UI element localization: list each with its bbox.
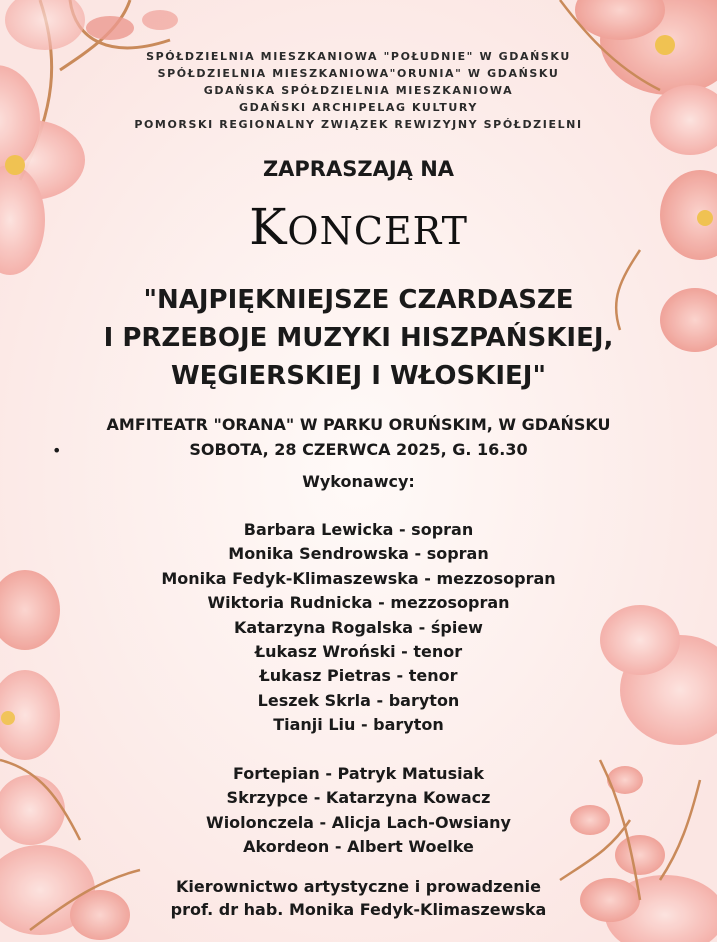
concert-heading [0,198,717,256]
concert-title [0,281,717,395]
performers-label: Wykonawcy: [302,472,415,491]
direction-line: prof. dr hab. Monika Fedyk-Klimaszewska [170,900,547,919]
title-line: I PRZEBOJE MUZYKI HISZPAŃSKIEJ, [103,323,614,353]
performer-item: Tianji Liu - baryton [273,715,444,735]
bullet-mark: • [52,441,62,460]
performers-list [0,518,717,738]
performer-item: Wiktoria Rudnicka - mezzosopran [207,593,510,613]
organizer-line: GDAŃSKA SPÓŁDZIELNIA MIESZKANIOWA [203,84,514,97]
instrumentalist-item: Fortepian - Patryk Matusiak [232,764,485,783]
performer-item: Leszek Skrla - baryton [257,690,460,710]
title-line: WĘGIERSKIEJ I WŁOSKIEJ" [170,361,547,391]
invite-heading: ZAPRASZAJĄ NA [262,157,455,181]
performer-item: Łukasz Pietras - tenor [259,666,458,686]
performer-item: Łukasz Wroński - tenor [254,642,463,662]
organizer-line: SPÓŁDZIELNIA MIESZKANIOWA"ORUNIA" W GDAŃSKU [157,67,560,80]
instrumentalist-item: Wiolonczela - Alicja Lach-Owsiany [206,812,511,832]
instrumentalists-list [0,762,717,860]
venue: AMFITEATR "ORANA" W PARKU ORUŃSKIM, W GDAŃSKU [106,415,611,434]
performer-item: Monika Fedyk-Klimaszewska - mezzosopran [161,568,556,588]
concert-heading-initial: K [249,198,288,256]
performer-item: Katarzyna Rogalska - śpiew [234,617,483,637]
instrumentalist-item: Akordeon - Albert Woelke [243,837,474,857]
instrumentalist-item: Skrzypce - Katarzyna Kowacz [226,788,491,808]
organizer-line: POMORSKI REGIONALNY ZWIĄZEK REWIZYJNY SPÓŁDZIELNI [134,118,583,131]
title-line: "NAJPIĘKNIEJSZE CZARDASZE [143,285,574,315]
artistic-direction [0,875,717,921]
organizer-line: SPÓŁDZIELNIA MIESZKANIOWA "POŁUDNIE" W GDAŃSKU [146,50,571,63]
organizers-list [0,48,717,133]
event-date: SOBOTA, 28 CZERWCA 2025, G. 16.30 [189,440,528,459]
performer-item: Barbara Lewicka - sopran [243,520,474,539]
performer-item: Monika Sendrowska - sopran [228,544,489,564]
concert-heading-rest: ONCERT [287,209,468,253]
organizer-line: GDAŃSKI ARCHIPELAG KULTURY [239,101,478,114]
direction-line: Kierownictwo artystyczne i prowadzenie [175,877,542,896]
